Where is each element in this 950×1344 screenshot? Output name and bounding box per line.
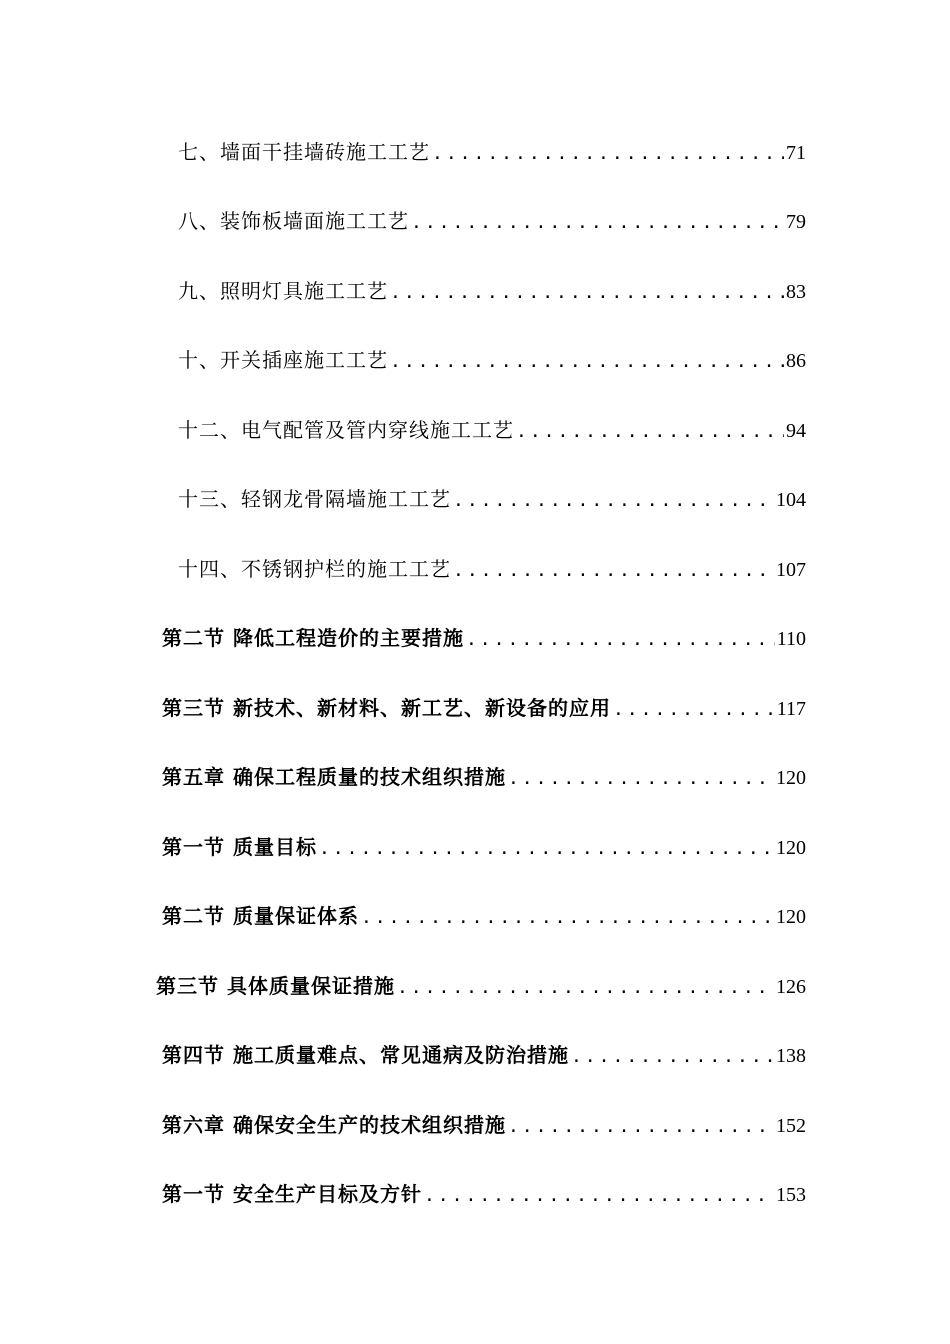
toc-entry-title: 七、墙面干挂墙砖施工工艺: [178, 140, 430, 164]
toc-entry[interactable]: [178, 415, 806, 445]
dot-leader: [506, 764, 774, 794]
toc-entry-title: 第三节 具体质量保证措施: [156, 974, 395, 998]
toc-entry-page: 138: [776, 1045, 806, 1067]
toc-entry-title: 十三、轻钢龙骨隔墙施工工艺: [178, 487, 451, 511]
dot-leader: [430, 139, 784, 169]
toc-entry-page: 152: [776, 1115, 806, 1137]
dot-leader: [506, 1112, 774, 1142]
toc-entry[interactable]: [178, 484, 806, 514]
dot-leader: [464, 625, 775, 655]
toc-entry-page: 110: [776, 628, 806, 650]
toc-entry-title: 十二、电气配管及管内穿线施工工艺: [178, 418, 514, 442]
toc-entry-page: 120: [776, 767, 806, 789]
toc-entry-title: 第五章 确保工程质量的技术组织措施: [162, 765, 506, 789]
dot-leader: [451, 486, 774, 516]
toc-entry-title: 九、照明灯具施工工艺: [178, 279, 388, 303]
toc-entry-page: 120: [776, 906, 806, 928]
toc-entry[interactable]: [156, 971, 806, 1001]
toc-entry[interactable]: [162, 1179, 806, 1209]
toc-entry-title: 十四、不锈钢护栏的施工工艺: [178, 557, 451, 581]
toc-entry[interactable]: [162, 1110, 806, 1140]
toc-entry-page: 107: [776, 559, 806, 581]
toc-entry[interactable]: [162, 623, 806, 653]
dot-leader: [569, 1042, 774, 1072]
dot-leader: [422, 1181, 774, 1211]
toc-entry[interactable]: [178, 554, 806, 584]
toc-entry-title: 第四节 施工质量难点、常见通病及防治措施: [162, 1043, 569, 1067]
toc-entry[interactable]: [162, 693, 806, 723]
toc-entry-page: 94: [786, 420, 806, 442]
dot-leader: [611, 695, 775, 725]
toc-entry-page: 126: [776, 976, 806, 998]
toc-entry-page: 153: [776, 1184, 806, 1206]
toc-entry-page: 104: [776, 489, 806, 511]
toc-entry-title: 八、装饰板墙面施工工艺: [178, 209, 409, 233]
dot-leader: [451, 556, 774, 586]
toc-entry[interactable]: [178, 345, 806, 375]
toc-entry[interactable]: [162, 762, 806, 792]
dot-leader: [388, 278, 784, 308]
toc-entry[interactable]: [178, 206, 806, 236]
dot-leader: [409, 208, 784, 238]
toc-entry[interactable]: [178, 276, 806, 306]
dot-leader: [388, 347, 784, 377]
dot-leader: [317, 834, 774, 864]
toc-entry-title: 十、开关插座施工工艺: [178, 348, 388, 372]
dot-leader: [514, 417, 784, 447]
toc-entry[interactable]: [162, 901, 806, 931]
toc-entry-title: 第三节 新技术、新材料、新工艺、新设备的应用: [162, 696, 611, 720]
toc-entry[interactable]: [178, 137, 806, 167]
toc-entry-page: 71: [786, 142, 806, 164]
toc-entry[interactable]: [162, 1040, 806, 1070]
toc-entry-page: 86: [786, 350, 806, 372]
toc-entry-page: 117: [776, 698, 806, 720]
dot-leader: [395, 973, 774, 1003]
toc-entry-title: 第二节 降低工程造价的主要措施: [162, 626, 464, 650]
toc-entry-page: 79: [786, 211, 806, 233]
toc-entry-title: 第二节 质量保证体系: [162, 904, 359, 928]
toc-entry-page: 120: [776, 837, 806, 859]
toc-entry[interactable]: [162, 832, 806, 862]
dot-leader: [359, 903, 774, 933]
toc-entry-title: 第六章 确保安全生产的技术组织措施: [162, 1113, 506, 1137]
toc-entry-title: 第一节 安全生产目标及方针: [162, 1182, 422, 1206]
toc-entry-page: 83: [786, 281, 806, 303]
toc-entry-title: 第一节 质量目标: [162, 835, 317, 859]
